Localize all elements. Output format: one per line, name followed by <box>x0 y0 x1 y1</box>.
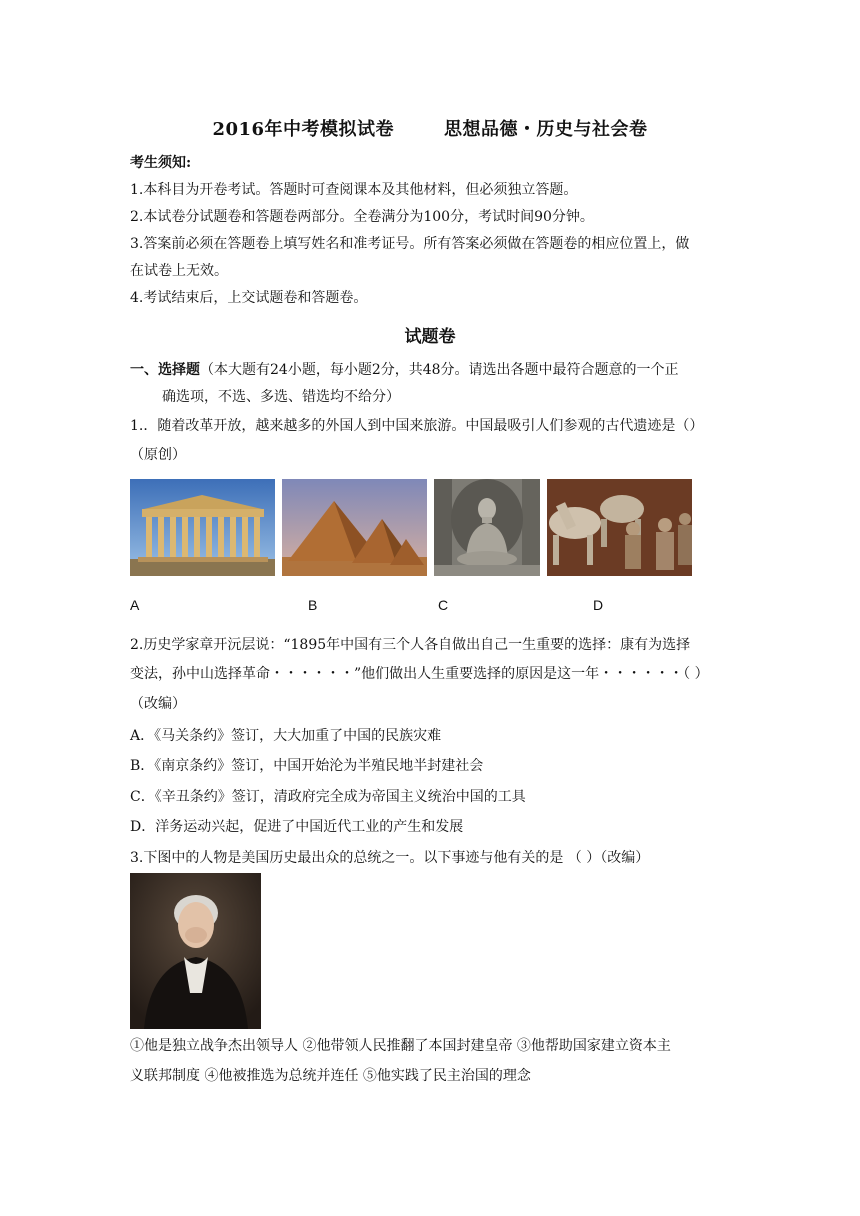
q2-text: 2.历史学家章开沅层说：“1895年中国有三个人各自做出自己一生重要的选择：康有为选择 <box>130 637 691 653</box>
pyramids-image <box>282 479 427 576</box>
notice-item-4: 4.考试结束后，上交试题卷和答题卷。 <box>130 290 368 306</box>
notice-item-2: 2.本试卷分试题卷和答题卷两部分。全卷满分为100分，考试时间90分钟。 <box>130 209 594 225</box>
q3-statements-cont: 义联邦制度 ④他被推选为总统并连任 ⑤他实践了民主治国的理念 <box>130 1068 531 1084</box>
section-one-header <box>130 360 679 380</box>
q2-choice-c: C．《辛丑条约》签订，清政府完全成为帝国主义统治中国的工具 <box>130 789 526 805</box>
section-one-desc-cont: 确选项，不选、多选、错选均不给分） <box>162 389 400 405</box>
title-right: 思想品德・历史与社会卷 <box>444 119 648 140</box>
q2-choice-b: B．《南京条约》签订，中国开始沦为半殖民地半封建社会 <box>130 758 484 774</box>
section-title: 试题卷 <box>404 327 456 347</box>
notice-item-3: 3.答案前必须在答题卷上填写姓名和准考证号。所有答案必须做在答题卷的相应位置上，做 <box>130 236 690 252</box>
q2-choice-a: A．《马关条约》签订，大大加重了中国的民族灾难 <box>130 728 442 744</box>
q1-text: 1.．随着改革开放，越来越多的外国人到中国来旅游。中国最吸引人们参观的古代遗迹是（） <box>130 418 704 434</box>
section-one-desc: （本大题有24小题，每小题2分，共48分。请选出各题中最符合题意的一个正 <box>200 362 679 378</box>
option-label-b: B <box>308 597 318 613</box>
option-label-a: A <box>130 597 140 613</box>
option-label-d: D <box>593 597 604 613</box>
notice-heading: 考生须知: <box>130 155 192 171</box>
section-one-label: 一、选择题 <box>130 362 200 378</box>
notice-item-3-cont: 在试卷上无效。 <box>130 263 228 279</box>
q3-text: 3.下图中的人物是美国历史最出众的总统之一。以下事迹与他有关的是 （ ）（改编） <box>130 850 650 866</box>
q1-source: （原创） <box>130 447 186 463</box>
buddha-grotto-image <box>434 479 540 576</box>
page-title <box>0 115 860 141</box>
q2-source: （改编） <box>130 696 186 712</box>
parthenon-image <box>130 479 275 576</box>
notice-item-1: 1.本科目为开卷考试。答题时可查阅课本及其他材料，但必须独立答题。 <box>130 182 578 198</box>
q2-text-cont: 变法，孙中山选择革命・・・・・・”他们做出人生重要选择的原因是这一年・・・・・・（ ） <box>130 666 709 682</box>
title-left: 2016年中考模拟试卷 <box>212 119 395 140</box>
q3-statements: ①他是独立战争杰出领导人 ②他带领人民推翻了本国封建皇帝 ③他帮助国家建立资本主 <box>130 1038 671 1054</box>
washington-portrait-image <box>130 873 261 1029</box>
option-label-c: C <box>438 597 449 613</box>
q2-choice-d: D．洋务运动兴起，促进了中国近代工业的产生和发展 <box>130 819 464 835</box>
terracotta-warriors-image <box>547 479 692 576</box>
